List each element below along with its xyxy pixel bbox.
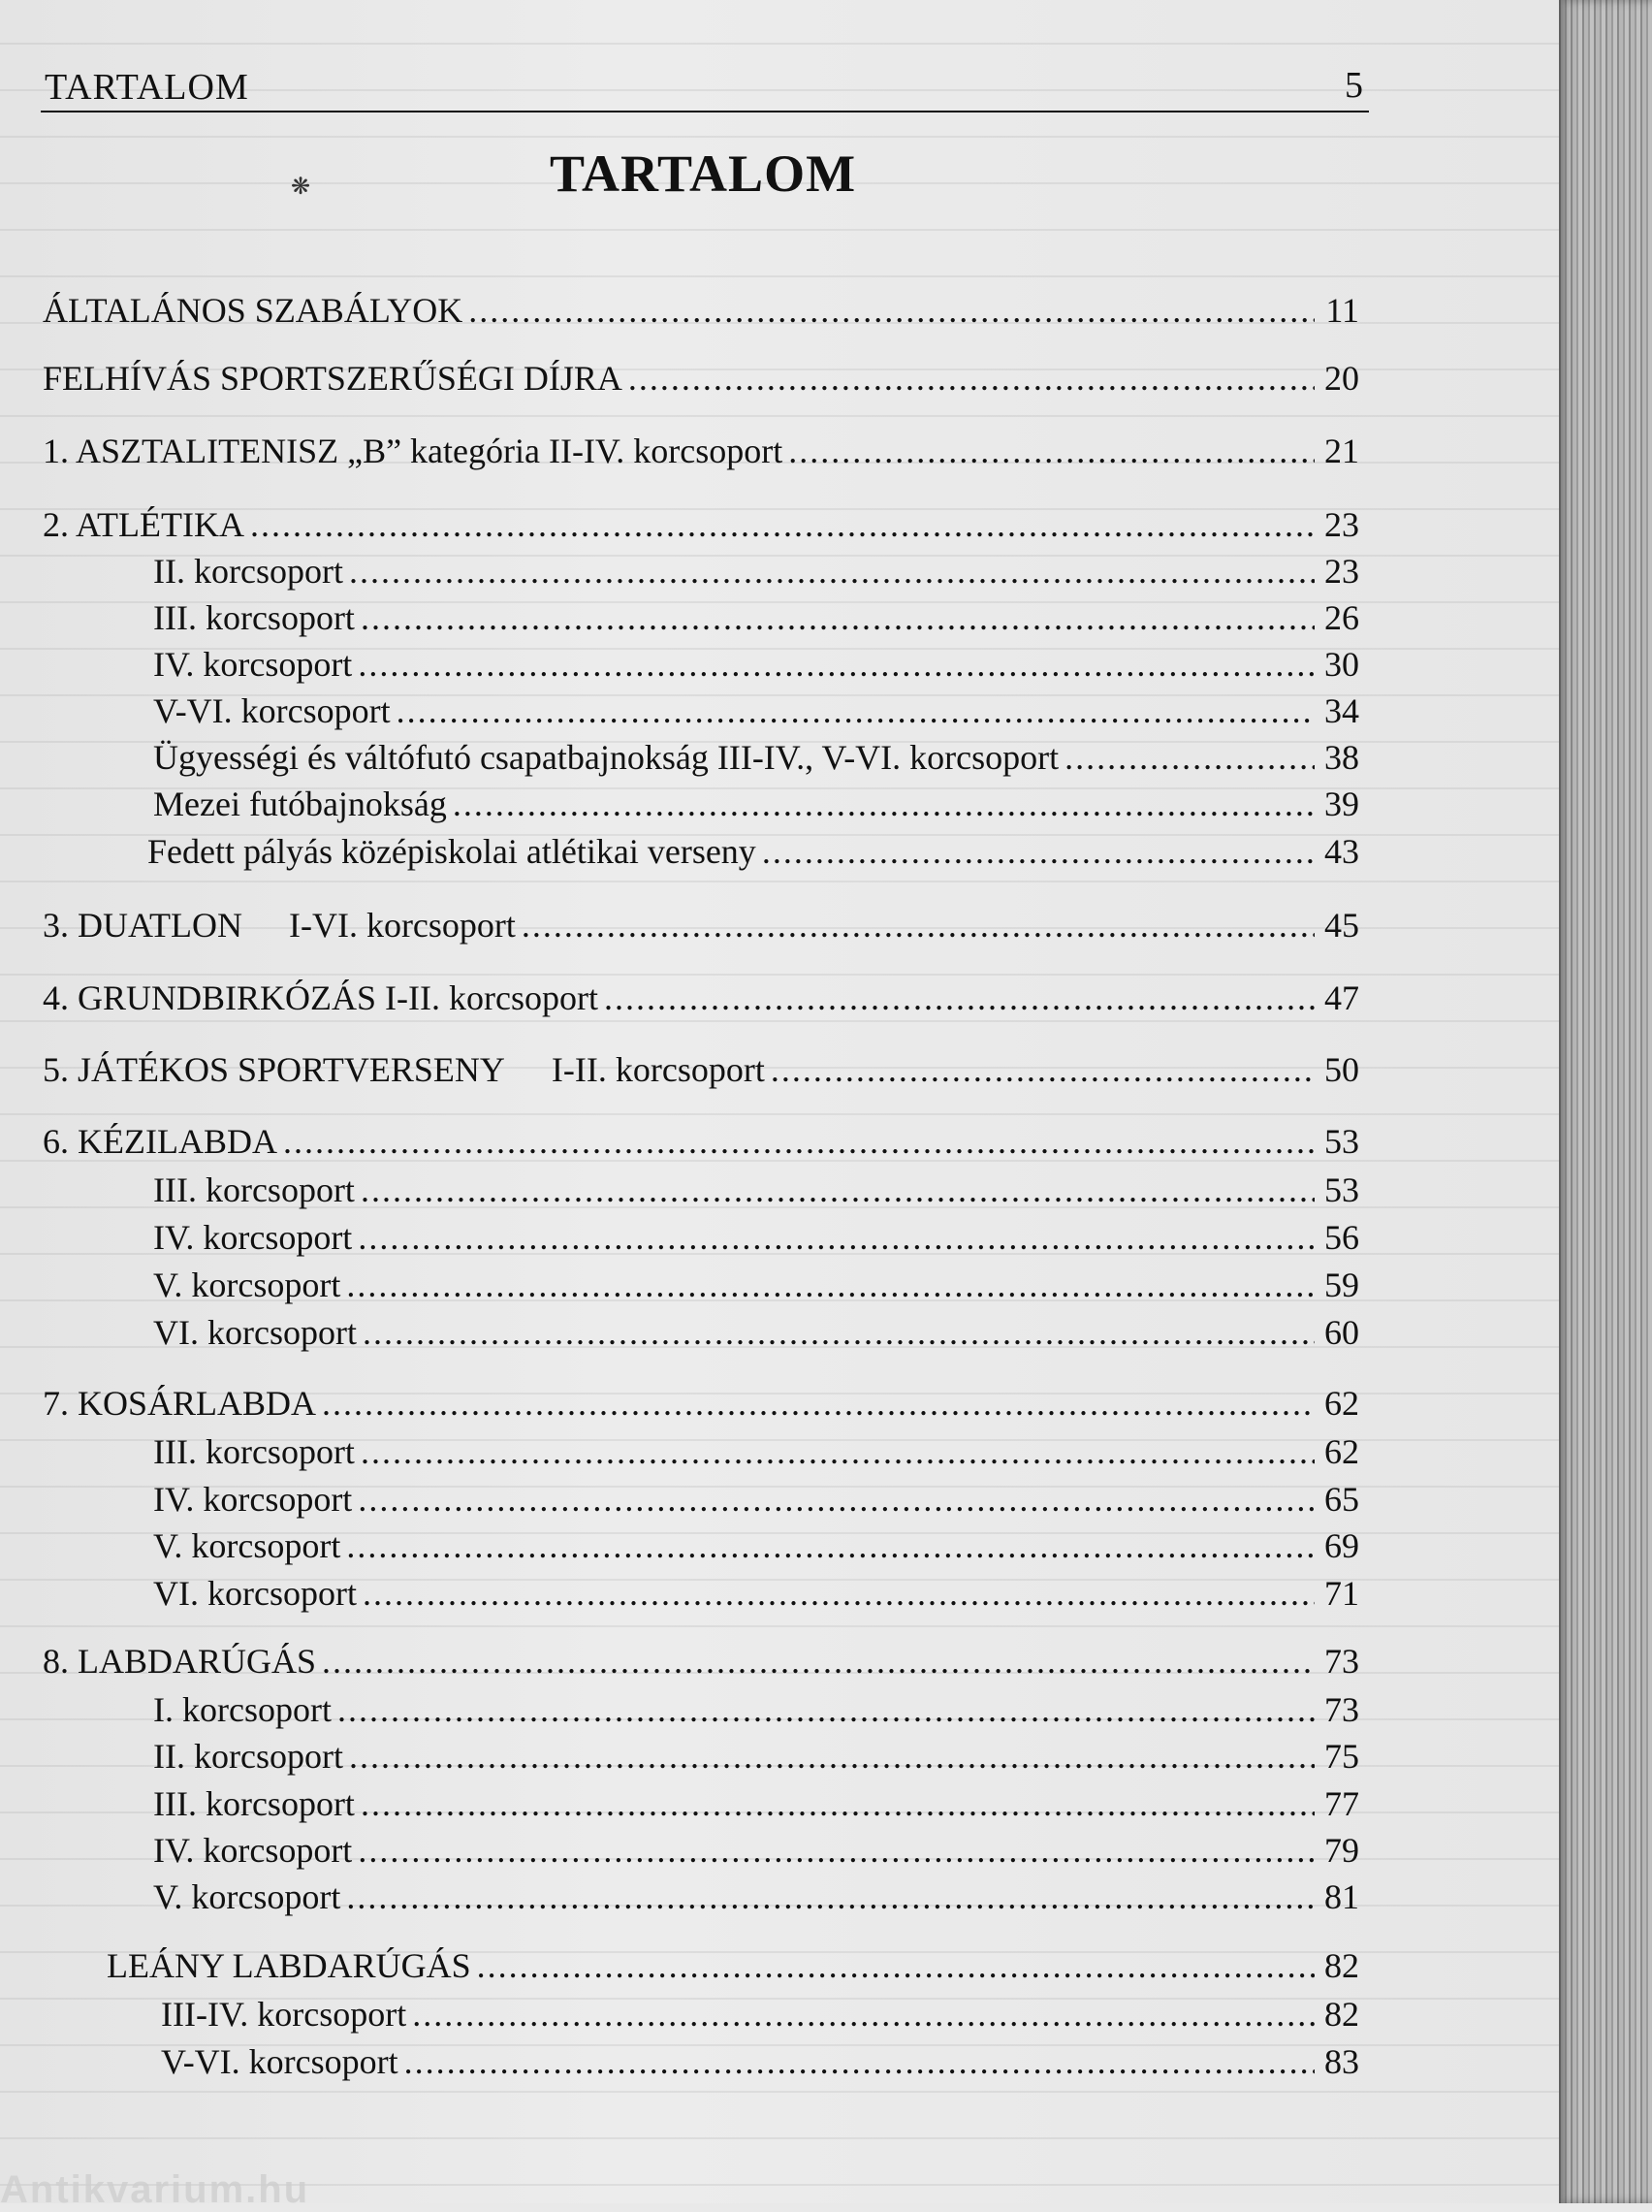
leader-dots (358, 1828, 1315, 1873)
toc-entry (153, 1734, 1359, 1779)
toc-entry (153, 689, 1359, 733)
toc-entry-label: I. korcsoport (153, 1690, 332, 1729)
toc-entry-page: 83 (1324, 2042, 1359, 2081)
toc-entry-label: II. korcsoport (153, 1737, 343, 1776)
toc-entry-page: 11 (1325, 291, 1359, 330)
leader-dots (397, 689, 1315, 733)
toc-entry-page: 79 (1324, 1831, 1359, 1870)
leader-dots (771, 1047, 1315, 1092)
leader-dots (358, 642, 1315, 687)
toc-entry-page: 43 (1324, 832, 1359, 871)
toc-entry-label: III. korcsoport (153, 598, 355, 637)
toc-entry-page: 75 (1324, 1737, 1359, 1776)
toc-entry-label: 8. LABDARÚGÁS (43, 1642, 317, 1681)
toc-entry-label: 1. ASZTALITENISZ „B” kategória II-IV. korcsoport (43, 432, 783, 470)
toc-entry-page: 26 (1324, 598, 1359, 637)
toc-entry-page: 65 (1324, 1480, 1359, 1519)
toc-entry (153, 1477, 1359, 1522)
toc-entry (43, 1639, 1359, 1683)
toc-entry-page: 71 (1324, 1574, 1359, 1613)
page-stack-edge (1559, 0, 1652, 2203)
leader-dots (404, 2039, 1315, 2084)
toc-entry-label: V. korcsoport (153, 1877, 341, 1916)
toc-entry-label: V. korcsoport (153, 1266, 341, 1304)
leader-dots (363, 1310, 1315, 1355)
toc-entry-subtitle: I-II. korcsoport (551, 1050, 765, 1089)
toc-entry-page: 53 (1324, 1170, 1359, 1209)
toc-entry (107, 1943, 1359, 1988)
toc-entry (153, 1310, 1359, 1355)
toc-entry (153, 1429, 1359, 1474)
toc-entry-page: 53 (1324, 1122, 1359, 1161)
leader-dots (363, 1571, 1315, 1616)
toc-entry-label: Mezei futóbajnokság (153, 785, 447, 823)
toc-entry-label: VI. korcsoport (153, 1313, 357, 1352)
leader-dots (361, 1429, 1315, 1474)
leader-dots (346, 1875, 1315, 1919)
leader-dots (250, 502, 1315, 547)
toc-entry-page: 77 (1324, 1784, 1359, 1823)
toc-entry-page: 38 (1324, 738, 1359, 777)
toc-entry (43, 288, 1359, 333)
toc-entry (153, 1781, 1359, 1826)
leader-dots (358, 1477, 1315, 1522)
toc-entry-page: 60 (1324, 1313, 1359, 1352)
toc-entry-page: 82 (1324, 1995, 1359, 2034)
toc-entry (43, 1119, 1359, 1164)
leader-dots (346, 1523, 1315, 1568)
leader-dots (283, 1119, 1315, 1164)
leader-dots (453, 782, 1315, 826)
toc-entry (43, 356, 1359, 401)
toc-entry (153, 1215, 1359, 1260)
running-head-title: TARTALOM (45, 67, 249, 108)
toc-entry-label: IV. korcsoport (153, 1831, 353, 1870)
toc-entry-page: 30 (1324, 645, 1359, 684)
toc-entry-label: V. korcsoport (153, 1526, 341, 1565)
toc-entry-page: 59 (1324, 1266, 1359, 1304)
toc-entry-page: 39 (1324, 785, 1359, 823)
leader-dots (361, 595, 1315, 640)
toc-entry-page: 81 (1324, 1877, 1359, 1916)
toc-entry-label: V-VI. korcsoport (161, 2042, 398, 2081)
leader-dots (346, 1263, 1315, 1307)
toc-entry (153, 1523, 1359, 1568)
toc-entry (147, 829, 1359, 874)
toc-entry-label (43, 903, 516, 947)
toc-entry-page: 20 (1324, 359, 1359, 398)
toc-entry (43, 502, 1359, 547)
toc-entry-label: ÁLTALÁNOS SZABÁLYOK (43, 291, 463, 330)
toc-entry-subtitle: I-VI. korcsoport (288, 906, 516, 945)
toc-entry-label: 6. KÉZILABDA (43, 1122, 277, 1161)
toc-entry (153, 1168, 1359, 1212)
toc-entry (153, 735, 1359, 780)
leader-dots (412, 1992, 1315, 2036)
toc-entry-page: 56 (1324, 1218, 1359, 1257)
toc-entry-label: LEÁNY LABDARÚGÁS (107, 1946, 471, 1985)
leader-dots (322, 1639, 1315, 1683)
toc-entry-page: 45 (1324, 906, 1359, 945)
toc-entry (43, 1047, 1359, 1092)
leader-dots (337, 1687, 1315, 1732)
toc-entry (153, 1875, 1359, 1919)
toc-entry-page: 47 (1324, 978, 1359, 1017)
leader-dots (361, 1168, 1315, 1212)
toc-entry (43, 1381, 1359, 1426)
toc-entry (153, 549, 1359, 593)
leader-dots (361, 1781, 1315, 1826)
toc-entry-label: VI. korcsoport (153, 1574, 357, 1613)
leader-dots (477, 1943, 1315, 1988)
toc-entry-page: 21 (1324, 432, 1359, 470)
leader-dots (762, 829, 1315, 874)
toc-entry-label: 7. KOSÁRLABDA (43, 1384, 317, 1423)
toc-entry (153, 1828, 1359, 1873)
toc-entry-page: 62 (1324, 1384, 1359, 1423)
page-number: 5 (1345, 65, 1363, 106)
toc-entry-label: 4. GRUNDBIRKÓZÁS I-II. korcsoport (43, 978, 598, 1017)
toc-entry (153, 1571, 1359, 1616)
toc-entry-label: V-VI. korcsoport (153, 691, 391, 730)
toc-entry-label: III. korcsoport (153, 1784, 355, 1823)
toc-entry (153, 642, 1359, 687)
toc-entry-page: 82 (1324, 1946, 1359, 1985)
leader-dots (358, 1215, 1315, 1260)
toc-entry (153, 1263, 1359, 1307)
toc-entry-label: Fedett pályás középiskolai atlétikai verseny (147, 832, 756, 871)
toc-entry-label: Ügyességi és váltófutó csapatbajnokság III-IV., V-VI. korcsoport (153, 738, 1060, 777)
toc-entry (161, 2039, 1359, 2084)
toc-entry (153, 782, 1359, 826)
leader-dots (349, 549, 1315, 593)
toc-entry-label: III-IV. korcsoport (161, 1995, 407, 2034)
leader-dots (468, 288, 1315, 333)
leader-dots (1064, 735, 1315, 780)
toc-entry-title: 3. DUATLON (43, 906, 242, 945)
ink-speck: ❋ (291, 175, 311, 200)
toc-entry-page: 62 (1324, 1432, 1359, 1471)
leader-dots (604, 976, 1315, 1020)
page-title: TARTALOM (549, 144, 857, 203)
toc-entry-page: 23 (1324, 552, 1359, 591)
toc-entry (153, 595, 1359, 640)
toc-entry-label: IV. korcsoport (153, 1480, 353, 1519)
watermark: Antikvarium.hu (0, 2168, 310, 2211)
leader-dots (322, 1381, 1315, 1426)
toc-entry (43, 429, 1359, 473)
toc-entry-page: 34 (1324, 691, 1359, 730)
toc-entry-page: 23 (1324, 505, 1359, 544)
toc-entry-page: 73 (1324, 1642, 1359, 1681)
toc-entry (161, 1992, 1359, 2036)
toc-entry-page: 73 (1324, 1690, 1359, 1729)
leader-dots (349, 1734, 1315, 1779)
toc-entry-label: III. korcsoport (153, 1170, 355, 1209)
leader-dots (788, 429, 1315, 473)
toc-entry-label: FELHÍVÁS SPORTSZERŰSÉGI DÍJRA (43, 359, 622, 398)
toc-entry-label: III. korcsoport (153, 1432, 355, 1471)
leader-dots (628, 356, 1315, 401)
toc-entry-label (43, 1047, 765, 1092)
toc-entry-label: II. korcsoport (153, 552, 343, 591)
toc-entry-title: 5. JÁTÉKOS SPORTVERSENY (43, 1050, 505, 1089)
toc-entry (43, 903, 1359, 947)
toc-entry-page: 50 (1324, 1050, 1359, 1089)
toc-entry-label: 2. ATLÉTIKA (43, 505, 244, 544)
leader-dots (522, 903, 1315, 947)
toc-entry-page: 69 (1324, 1526, 1359, 1565)
toc-entry (43, 976, 1359, 1020)
toc-entry (153, 1687, 1359, 1732)
toc-entry-label: IV. korcsoport (153, 1218, 353, 1257)
toc-entry-label: IV. korcsoport (153, 645, 353, 684)
